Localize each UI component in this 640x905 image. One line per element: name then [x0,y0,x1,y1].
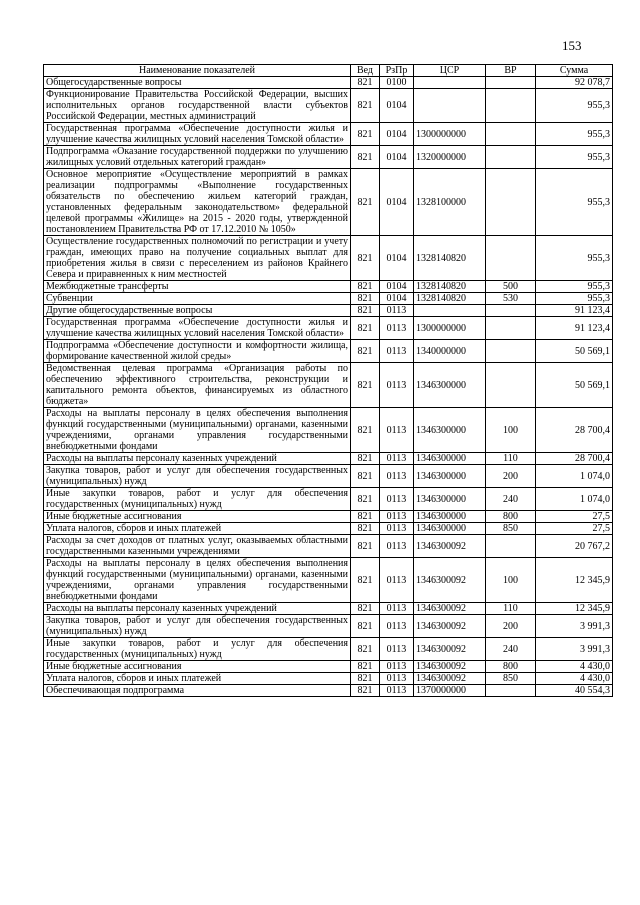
cell-rzpr: 0113 [380,535,414,558]
cell-vr [486,305,536,317]
cell-sum: 4 430,0 [536,673,613,685]
cell-vr: 110 [486,603,536,615]
cell-name: Обеспечивающая подпрограмма [44,685,351,697]
cell-rzpr: 0113 [380,340,414,363]
cell-name: Расходы за счет доходов от платных услуг, оказываемых областными государственными казенными учреждениями [44,535,351,558]
cell-ved: 821 [351,685,380,697]
table-row [44,340,613,363]
cell-vr [486,317,536,340]
cell-rzpr: 0104 [380,281,414,293]
cell-name: Расходы на выплаты персоналу казенных учреждений [44,603,351,615]
cell-rzpr: 0113 [380,488,414,511]
table-row [44,661,613,673]
cell-rzpr: 0104 [380,123,414,146]
table-header [44,65,613,77]
cell-sum: 27,5 [536,523,613,535]
table-row [44,638,613,661]
cell-ved: 821 [351,363,380,408]
table-row [44,408,613,453]
cell-sum: 50 569,1 [536,363,613,408]
cell-csr: 1346300000 [414,465,486,488]
cell-csr: 1346300000 [414,408,486,453]
cell-rzpr: 0104 [380,293,414,305]
cell-vr: 530 [486,293,536,305]
cell-csr: 1328140820 [414,236,486,281]
cell-rzpr: 0113 [380,638,414,661]
cell-ved: 821 [351,603,380,615]
cell-rzpr: 0113 [380,615,414,638]
cell-sum: 28 700,4 [536,408,613,453]
cell-sum: 1 074,0 [536,465,613,488]
cell-ved: 821 [351,673,380,685]
table-row [44,615,613,638]
header-rzpr: РзПр [380,65,414,77]
cell-rzpr: 0113 [380,673,414,685]
cell-csr: 1346300000 [414,363,486,408]
cell-vr [486,77,536,89]
cell-csr: 1346300092 [414,638,486,661]
cell-ved: 821 [351,523,380,535]
cell-csr: 1346300092 [414,603,486,615]
cell-vr [486,146,536,169]
cell-csr: 1346300092 [414,558,486,603]
table-row [44,523,613,535]
table-row [44,488,613,511]
cell-ved: 821 [351,77,380,89]
cell-ved: 821 [351,340,380,363]
cell-name: Общегосударственные вопросы [44,77,351,89]
cell-vr: 800 [486,511,536,523]
cell-name: Закупка товаров, работ и услуг для обеспечения государственных (муниципальных) нужд [44,615,351,638]
cell-ved: 821 [351,453,380,465]
cell-sum: 91 123,4 [536,305,613,317]
cell-csr: 1346300000 [414,453,486,465]
table-row [44,673,613,685]
table-row [44,293,613,305]
cell-sum: 28 700,4 [536,453,613,465]
cell-vr: 100 [486,558,536,603]
table-row [44,465,613,488]
cell-vr: 100 [486,408,536,453]
cell-vr: 850 [486,523,536,535]
cell-rzpr: 0113 [380,363,414,408]
cell-sum: 955,3 [536,146,613,169]
cell-name: Подпрограмма «Оказание государственной поддержки по улучшению жилищных условий отдельных категорий граждан» [44,146,351,169]
cell-csr [414,305,486,317]
cell-rzpr: 0104 [380,169,414,236]
cell-csr: 1328140820 [414,281,486,293]
cell-csr: 1346300092 [414,615,486,638]
cell-sum: 50 569,1 [536,340,613,363]
table-row [44,535,613,558]
cell-name: Уплата налогов, сборов и иных платежей [44,673,351,685]
cell-rzpr: 0113 [380,408,414,453]
cell-ved: 821 [351,89,380,123]
cell-vr [486,169,536,236]
header-csr: ЦСР [414,65,486,77]
cell-name: Расходы на выплаты персоналу в целях обеспечения выполнения функций государственными (муниципальными) органами, казенными учреждениями, органами управления государственными внебюджетными фондами [44,408,351,453]
cell-csr: 1346300092 [414,535,486,558]
cell-vr: 240 [486,488,536,511]
cell-rzpr: 0113 [380,603,414,615]
table-row [44,89,613,123]
cell-ved: 821 [351,293,380,305]
cell-ved: 821 [351,317,380,340]
cell-vr [486,89,536,123]
cell-vr [486,236,536,281]
header-vr: ВР [486,65,536,77]
cell-ved: 821 [351,123,380,146]
cell-sum: 92 078,7 [536,77,613,89]
cell-csr: 1346300092 [414,673,486,685]
cell-name: Закупка товаров, работ и услуг для обеспечения государственных (муниципальных) нужд [44,465,351,488]
table-row [44,317,613,340]
cell-ved: 821 [351,305,380,317]
cell-sum: 955,3 [536,236,613,281]
cell-name: Иные бюджетные ассигнования [44,511,351,523]
table-row [44,305,613,317]
cell-vr [486,535,536,558]
cell-vr: 110 [486,453,536,465]
cell-rzpr: 0113 [380,685,414,697]
cell-name: Ведомственная целевая программа «Организация работы по обеспечению эффективного строительства, реконструкции и капитального ремонта объектов, финансируемых из областного бюджета» [44,363,351,408]
cell-csr: 1300000000 [414,123,486,146]
cell-sum: 91 123,4 [536,317,613,340]
cell-ved: 821 [351,281,380,293]
cell-ved: 821 [351,465,380,488]
cell-sum: 955,3 [536,281,613,293]
cell-vr [486,340,536,363]
cell-name: Субвенции [44,293,351,305]
cell-name: Межбюджетные трансферты [44,281,351,293]
cell-name: Расходы на выплаты персоналу казенных учреждений [44,453,351,465]
cell-ved: 821 [351,146,380,169]
cell-sum: 12 345,9 [536,558,613,603]
cell-rzpr: 0100 [380,77,414,89]
cell-csr: 1328100000 [414,169,486,236]
cell-rzpr: 0113 [380,523,414,535]
cell-vr: 800 [486,661,536,673]
cell-name: Иные закупки товаров, работ и услуг для обеспечения государственных (муниципальных) нужд [44,488,351,511]
cell-vr: 240 [486,638,536,661]
cell-rzpr: 0104 [380,236,414,281]
cell-csr: 1320000000 [414,146,486,169]
table-row [44,363,613,408]
table-row [44,236,613,281]
cell-sum: 955,3 [536,169,613,236]
cell-name: Другие общегосударственные вопросы [44,305,351,317]
cell-csr: 1346300000 [414,488,486,511]
header-ved: Вед [351,65,380,77]
cell-rzpr: 0113 [380,305,414,317]
cell-sum: 955,3 [536,123,613,146]
cell-sum: 3 991,3 [536,638,613,661]
cell-csr: 1328140820 [414,293,486,305]
budget-table [43,64,613,697]
cell-csr: 1370000000 [414,685,486,697]
header-name: Наименование показателей [44,65,351,77]
cell-rzpr: 0113 [380,661,414,673]
cell-sum: 955,3 [536,293,613,305]
cell-ved: 821 [351,236,380,281]
cell-vr: 200 [486,465,536,488]
cell-rzpr: 0104 [380,146,414,169]
cell-name: Функционирование Правительства Российской Федерации, высших исполнительных органов государственной власти субъектов Российской Федерации, местных администраций [44,89,351,123]
table-row [44,169,613,236]
table-row [44,123,613,146]
table-body [44,77,613,697]
cell-name: Уплата налогов, сборов и иных платежей [44,523,351,535]
cell-vr [486,363,536,408]
cell-rzpr: 0113 [380,558,414,603]
header-row [44,65,613,77]
cell-rzpr: 0113 [380,511,414,523]
cell-ved: 821 [351,558,380,603]
table-row [44,511,613,523]
cell-ved: 821 [351,169,380,236]
cell-sum: 12 345,9 [536,603,613,615]
cell-name: Государственная программа «Обеспечение доступности жилья и улучшение качества жилищных условий населения Томской области» [44,123,351,146]
cell-sum: 40 554,3 [536,685,613,697]
cell-vr [486,685,536,697]
cell-rzpr: 0113 [380,453,414,465]
cell-ved: 821 [351,638,380,661]
cell-csr: 1346300000 [414,511,486,523]
cell-ved: 821 [351,488,380,511]
cell-ved: 821 [351,511,380,523]
header-sum: Сумма [536,65,613,77]
table-row [44,281,613,293]
cell-name: Иные закупки товаров, работ и услуг для обеспечения государственных (муниципальных) нужд [44,638,351,661]
cell-name: Расходы на выплаты персоналу в целях обеспечения выполнения функций государственными (муниципальными) органами, казенными учреждениями, органами управления государственными внебюджетными фондами [44,558,351,603]
table-row [44,685,613,697]
cell-name: Подпрограмма «Обеспечение доступности и комфортности жилища, формирование качественной жилой среды» [44,340,351,363]
cell-vr: 500 [486,281,536,293]
table-row [44,603,613,615]
table-row [44,146,613,169]
cell-sum: 1 074,0 [536,488,613,511]
cell-vr: 850 [486,673,536,685]
cell-name: Государственная программа «Обеспечение доступности жилья и улучшение качества жилищных условий населения Томской области» [44,317,351,340]
cell-rzpr: 0113 [380,465,414,488]
cell-ved: 821 [351,408,380,453]
cell-sum: 4 430,0 [536,661,613,673]
cell-csr [414,77,486,89]
cell-name: Основное мероприятие «Осуществление мероприятий в рамках реализации подпрограммы «Выполнение государственных обязательств по обеспечению жильем категорий граждан, установленных федеральным законодательством» федеральной целевой программы «Жилище» на 2015 - 2020 годы, утвержденной постановлением Правительства РФ от 17.12.2010 № 1050» [44,169,351,236]
cell-csr: 1346300092 [414,661,486,673]
cell-rzpr: 0113 [380,317,414,340]
cell-csr: 1346300000 [414,523,486,535]
cell-rzpr: 0104 [380,89,414,123]
cell-sum: 20 767,2 [536,535,613,558]
cell-ved: 821 [351,661,380,673]
cell-sum: 955,3 [536,89,613,123]
cell-csr [414,89,486,123]
cell-vr: 200 [486,615,536,638]
table-row [44,453,613,465]
cell-sum: 3 991,3 [536,615,613,638]
cell-name: Осуществление государственных полномочий по регистрации и учету граждан, имеющих право на получение социальных выплат для приобретения жилья в связи с переселением из районов Крайнего Севера и приравненных к ним местностей [44,236,351,281]
cell-vr [486,123,536,146]
table-row [44,558,613,603]
table-row [44,77,613,89]
cell-sum: 27,5 [536,511,613,523]
cell-csr: 1340000000 [414,340,486,363]
cell-csr: 1300000000 [414,317,486,340]
cell-name: Иные бюджетные ассигнования [44,661,351,673]
cell-ved: 821 [351,535,380,558]
page-number: 153 [562,38,582,53]
cell-ved: 821 [351,615,380,638]
